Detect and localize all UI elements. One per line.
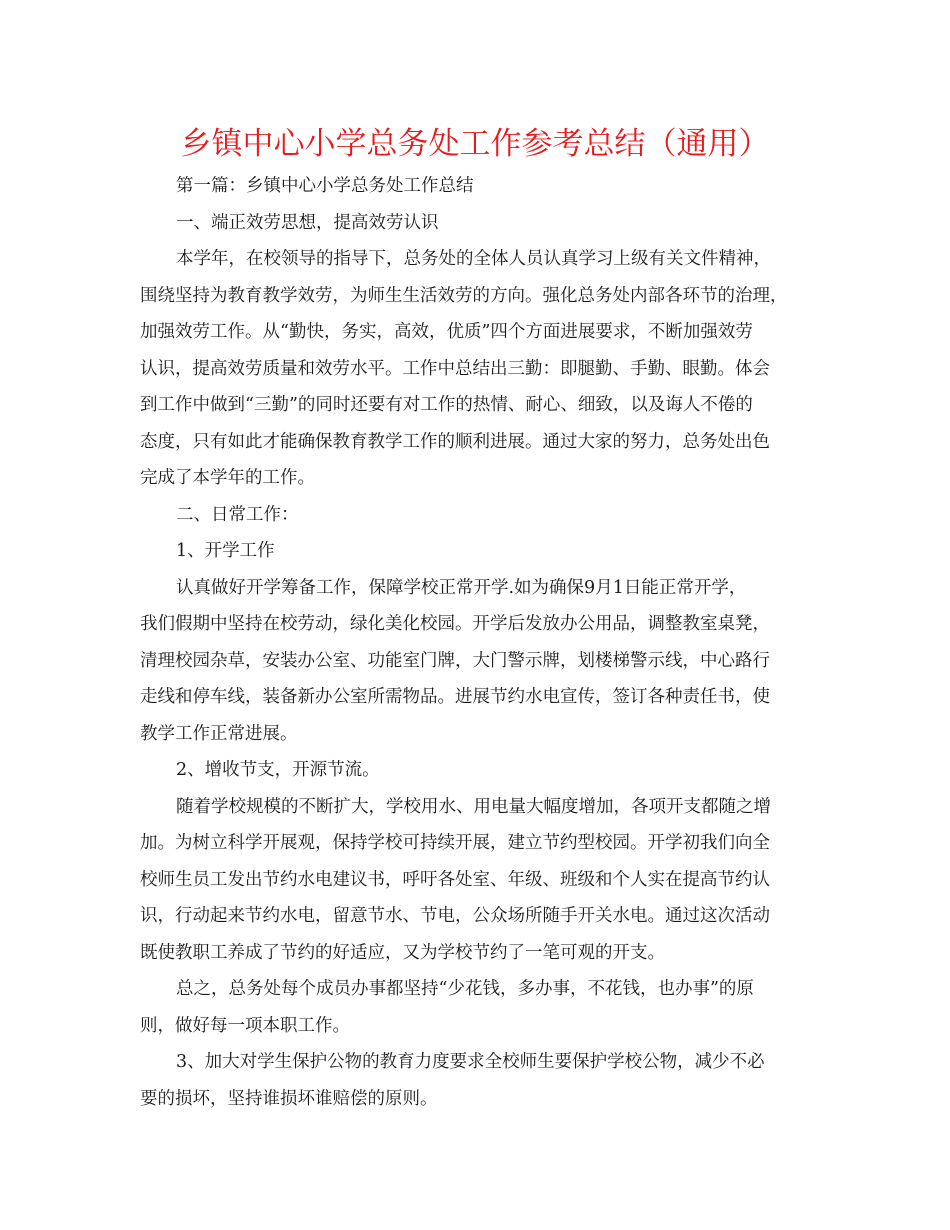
paragraph-line: 校师生员工发出节约水电建议书，呼吁各处室、年级、班级和个人实在提高节约认 xyxy=(140,869,770,890)
document-title: 乡镇中心小学总务处工作参考总结（通用） xyxy=(180,126,770,162)
paragraph-line: 走线和停车线，装备新办公室所需物品。进展节约水电宣传，签订各种责任书，使 xyxy=(140,687,770,707)
paragraph-line: 识，行动起来节约水电，留意节水、节电，公众场所随手开关水电。通过这次活动 xyxy=(140,906,770,926)
paragraph-line: 总之，总务处每个成员办事都坚持“少花钱，多办事，不花钱，也办事”的原 xyxy=(176,979,754,999)
paragraph-line: 教学工作正常进展。 xyxy=(140,723,298,744)
paragraph-line: 则，做好每一项本职工作。 xyxy=(140,1015,350,1036)
paragraph-line: 要的损坏，坚持谁损坏谁赔偿的原则。 xyxy=(140,1088,438,1109)
subsection-heading: 2、增收节支，开源节流。 xyxy=(176,760,380,780)
paragraph-line: 既使教职工养成了节约的好适应，又为学校节约了一笔可观的开支。 xyxy=(140,942,665,963)
paragraph-line: 到工作中做到“三勤”的同时还要有对工作的热情、耐心、细致，以及诲人不倦的 xyxy=(140,395,753,415)
subsection-heading: 1、开学工作 xyxy=(176,541,275,561)
section-heading: 一、端正效劳思想，提高效劳认识 xyxy=(176,212,439,233)
paragraph-line: 加强效劳工作。从“勤快，务实，高效，优质”四个方面进展要求，不断加强效劳 xyxy=(140,322,753,342)
paragraph-line: 围绕坚持为教育教学效劳，为师生生活效劳的方向。强化总务处内部各环节的治理， xyxy=(140,285,788,306)
paragraph-line: 随着学校规模的不断扩大，学校用水、用电量大幅度增加，各项开支都随之增 xyxy=(176,796,771,817)
paragraph-line: 态度，只有如此才能确保教育教学工作的顺利进展。通过大家的努力，总务处出色 xyxy=(140,431,770,452)
section-heading: 二、日常工作： xyxy=(176,504,299,525)
document-body xyxy=(140,168,830,1117)
paragraph-line: 本学年，在校领导的指导下，总务处的全体人员认真学习上级有关文件精神， xyxy=(176,249,771,269)
paragraph-line: 第一篇：乡镇中心小学总务处工作总结 xyxy=(176,176,474,196)
paragraph-line: 清理校园杂草，安装办公室、功能室门牌，大门警示牌，划楼梯警示线，中心路行 xyxy=(140,650,770,671)
paragraph-line: 我们假期中坚持在校劳动，绿化美化校园。开学后发放办公用品，调整教室桌凳， xyxy=(140,614,770,634)
paragraph-line: 加。为树立科学开展观，保持学校可持续开展，建立节约型校园。开学初我们向全 xyxy=(140,833,770,853)
paragraph-line: 完成了本学年的工作。 xyxy=(140,468,315,488)
subsection-heading: 3、加大对学生保护公物的教育力度要求全校师生要保护学校公物，减少不必 xyxy=(176,1052,765,1072)
paragraph-line: 认真做好开学筹备工作，保障学校正常开学.如为确保9月1日能正常开学， xyxy=(176,577,747,598)
paragraph-line: 认识，提高效劳质量和效劳水平。工作中总结出三勤：即腿勤、手勤、眼勤。体会 xyxy=(140,358,770,379)
